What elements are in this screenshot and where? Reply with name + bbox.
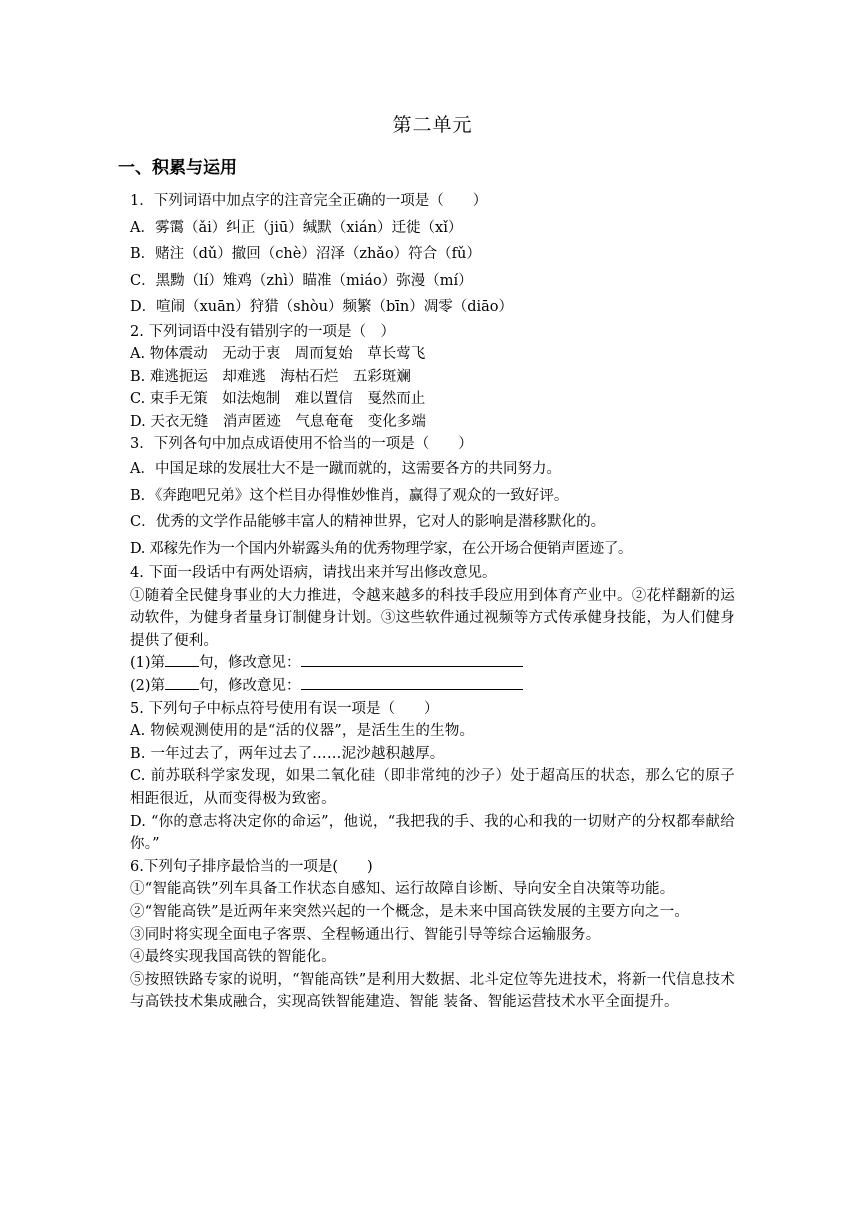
answer-label: 句，修改意见： xyxy=(199,655,301,672)
sentence-2: ②“智能高铁”是近两年来突然兴起的一个概念，是未来中国高铁发展的主要方向之一。 xyxy=(130,903,690,920)
sentence-3: ③同时将实现全面电子客票、全程畅通出行、智能引导等综合运输服务。 xyxy=(130,926,601,943)
question-stem: 4. 下面一段话中有两处语病，请找出来并写出修改意见。 xyxy=(130,565,497,582)
answer-label: 句，修改意见： xyxy=(199,678,301,695)
answer-line-1 xyxy=(130,652,735,675)
answer-line-2 xyxy=(130,675,735,698)
question-1 xyxy=(130,188,735,321)
question-4 xyxy=(130,562,735,698)
answer-prefix: (1)第 xyxy=(130,655,166,672)
option-b: B．《奔跑吧兄弟》这个栏目办得惟妙惟肖，赢得了观众的一致好评。 xyxy=(130,487,569,504)
option-c: C．优秀的文学作品能够丰富人的精神世界，它对人的影响是潜移默化的。 xyxy=(130,514,606,531)
option-a: A. 物候观测使用的是“活的仪器”，是活生生的生物。 xyxy=(130,723,475,740)
document-page xyxy=(118,110,735,1014)
sentence-1: ①“智能高铁”列车具备工作状态自感知、运行故障自诊断、导向安全自决策等功能。 xyxy=(130,881,675,898)
question-stem: 2. 下列词语中没有错别字的一项是（ ） xyxy=(130,323,395,340)
sentence-number-blank[interactable] xyxy=(165,652,199,667)
question-3 xyxy=(130,433,735,562)
question-stem: 1．下列词语中加点字的注音完全正确的一项是（ ） xyxy=(130,193,488,209)
section-heading: 一、积累与运用 xyxy=(118,158,237,178)
option-d: D. “你的意志将决定你的命运”，他说，“我把我的手、我的心和我的一切财产的分权都奉献给你。” xyxy=(130,813,735,853)
option-c: C. 前苏联科学家发现，如果二氧化硅（即非常纯的沙子）处于超高压的状态，那么它的原子相距很近，从而变得极为致密。 xyxy=(130,768,735,807)
option-d: D. 邓稼先作为一个国内外崭露头角的优秀物理学家，在公开场合便销声匿迹了。 xyxy=(130,540,633,557)
option-a: A. 物体震动 无动于衷 周而复始 草长莺飞 xyxy=(130,346,426,363)
option-b: B. 难逃扼运 却难逃 海枯石烂 五彩斑斓 xyxy=(130,368,411,385)
option-d: D. 天衣无缝 消声匿迹 气息奄奄 变化多端 xyxy=(130,413,426,430)
revision-blank[interactable] xyxy=(301,675,523,690)
question-5 xyxy=(130,698,735,856)
option-b: B．赌注（dǔ）撤回（chè）沼泽（zhǎo）符合（fǔ） xyxy=(130,246,481,262)
question-stem: 6.下列句子排序最恰当的一项是( ) xyxy=(130,858,373,875)
revision-blank[interactable] xyxy=(301,652,523,667)
option-d: D．喧闹（xuān）狩猎（shòu）频繁（bīn）凋零（diāo） xyxy=(130,299,514,315)
sentence-4: ④最终实现我国高铁的智能化。 xyxy=(130,949,336,966)
option-a: A．中国足球的发展壮大不是一蹴而就的，这需要各方的共同努力。 xyxy=(130,461,561,478)
option-c: C．黑黝（lí）雉鸡（zhì）瞄准（miáo）弥漫（mí） xyxy=(130,272,473,289)
option-b: B. 一年过去了，两年过去了……泥沙越积越厚。 xyxy=(130,745,445,762)
sentence-5: ⑤按照铁路专家的说明，“智能高铁”是利用大数据、北斗定位等先进技术，将新一代信息技术与高铁技术集成融合，实现高铁智能建造、智能 装备、智能运营技术水平全面提升。 xyxy=(130,971,735,1011)
option-c: C. 束手无策 如法炮制 难以置信 戛然而止 xyxy=(130,391,426,408)
question-stem: 5. 下列句子中标点符号使用有误一项是（ ） xyxy=(130,700,439,717)
question-6 xyxy=(130,856,735,1014)
sentence-number-blank[interactable] xyxy=(165,675,199,690)
question-2 xyxy=(130,321,735,434)
page-title: 第二单元 xyxy=(392,114,473,136)
option-a: A．雾霭（ǎi）纠正（jiū）缄默（xián）迁徙（xǐ） xyxy=(130,219,463,236)
question-passage: ①随着全民健身事业的大力推进，令越来越多的科技手段应用到体育产业中。②花样翻新的运动软件，为健身者量身订制健身计划。③这些软件通过视频等方式传承健身技能，为人们健身提供了便利。 xyxy=(130,587,735,649)
answer-prefix: (2)第 xyxy=(130,678,166,695)
question-stem: 3．下列各句中加点成语使用不恰当的一项是（ ） xyxy=(130,436,473,453)
